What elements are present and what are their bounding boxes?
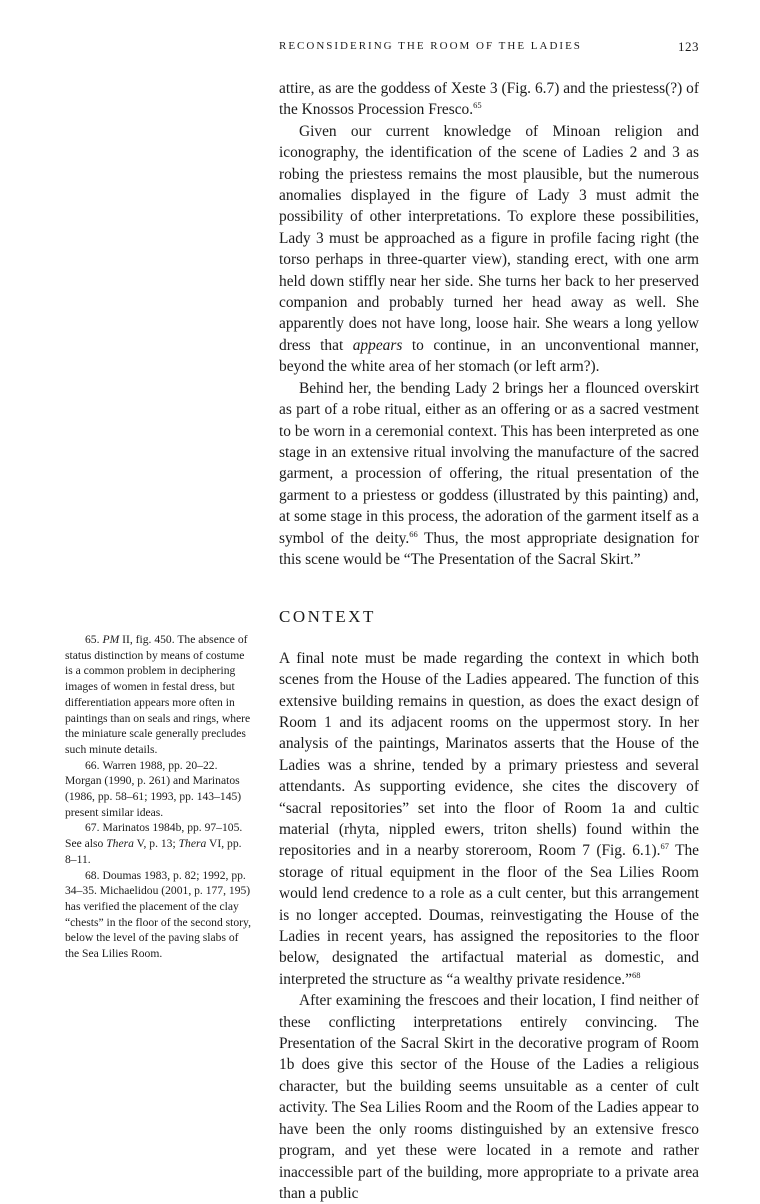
- footnote-ref: 67: [660, 841, 669, 852]
- running-head: [279, 40, 699, 60]
- page-number: 123: [678, 39, 699, 54]
- footnote-number: 67.: [85, 821, 100, 835]
- running-head-title: RECONSIDERING THE ROOM OF THE LADIES: [279, 40, 582, 52]
- paragraph-text: Behind her, the bending Lady 2 brings her a flounced overskirt as part of a robe ritual, either as an offering or as a sacred vestment to be worn in a ceremonial context. This has been interpreted as one stage in an extensive ritual involving the manufacture of the sacred garment, a procession of offering, the ritual presentation of the garment to a priestess or goddess (illustrated by this painting) and, at some stage in this process, the adoration of the garment itself as a symbol of the deity.: [279, 379, 699, 547]
- main-text-column: [279, 78, 699, 1204]
- footnote: [65, 820, 254, 867]
- emphasis: appears: [352, 336, 403, 354]
- paragraph-text: Thus, the most appropriate designation for this scene would be “The Presentation of the Sacral Skirt.”: [279, 529, 699, 568]
- footnote-ref: 68: [631, 969, 641, 980]
- footnote-text: VI, pp. 8–11.: [65, 837, 242, 866]
- paragraph-text: to continue, in an unconventional manner, beyond the white area of her stomach (or left arm?).: [279, 336, 699, 376]
- footnote: [65, 758, 254, 821]
- footnote: [65, 868, 254, 962]
- footnote-ref: 66: [409, 528, 418, 539]
- footnote-text: II, fig. 450. The absence of status distinction by means of costume is a common problem in deciphering images of women in festal dress, but differentiation appears more often in paintings than on seals and rings, where the miniature scale generally precludes such minute details.: [65, 633, 251, 756]
- paragraph-text: A final note must be made regarding the context in which both scenes from the House of the Ladies appeared. The function of this extensive building remains in question, as does the exact design of Room 1 and its adjacent rooms on the uppermost story. In her analysis of the paintings, Marinatos asserts that the House of the Ladies was a shrine, tended by a primary priestess and several attendants. As supporting evidence, she cites the discovery of “sacral repositories” set into the floor of Room 1a and cultic material (rhyta, nippled ewers, triton shells) found within the repositories and in a nearby storeroom, Room 7 (Fig. 6.1).: [279, 649, 699, 860]
- paragraph-text: Given our current knowledge of Minoan religion and iconography, the identification of the scene of Ladies 2 and 3 as robing the priestess remains the most plausible, but the numerous anomalies displayed in the figure of Lady 3 must admit the possibility of other interpretations. To explore these possibilities, Lady 3 must be approached as a figure in profile facing right (the torso perhaps in three-quarter view), standing erect, with one arm held down stiffly near her side. She turns her back to her preserved companion and probably turned her head away as well. She apparently does not have long, loose hair. She wears a long yellow dress that: [279, 122, 699, 354]
- body-paragraph: [279, 990, 699, 1204]
- footnote-number: 66.: [85, 758, 100, 772]
- footnote-text: Marinatos 1984b, pp. 97–105. See also: [65, 821, 243, 851]
- section-heading: CONTEXT: [279, 607, 376, 627]
- footnote: [65, 632, 254, 758]
- footnote-text: V, p. 13;: [133, 837, 179, 851]
- body-paragraph: [279, 378, 699, 571]
- paragraph-text: After examining the frescoes and their location, I find neither of these conflicting interpretations entirely convincing. The Presentation of the Sacral Skirt in the decorative program of Room 1b does give this sector of the House of the Ladies a religious character, but the building seems unsuitable as a center of cult activity. The Sea Lilies Room and the Room of the Ladies appear to have been the only rooms distinguished by an extensive fresco program, and yet these were located in a remote and rather inaccessible part of the building, more appropriate to a private area than a public: [279, 992, 699, 1202]
- body-paragraph: [279, 648, 699, 991]
- footnotes-column: [65, 632, 254, 962]
- body-paragraph: [279, 78, 699, 121]
- paragraph-text: attire, as are the goddess of Xeste 3 (Fig. 6.7) and the priestess(?) of the Knossos Procession Fresco.: [279, 80, 699, 119]
- footnote-ref: 65: [473, 100, 482, 111]
- footnote-number: 68.: [85, 868, 100, 882]
- emphasis: Thera: [106, 837, 134, 851]
- body-paragraph: [279, 121, 699, 378]
- emphasis: PM: [102, 633, 120, 646]
- footnote-text: Doumas 1983, p. 82; 1992, pp. 34–35. Michaelidou (2001, p. 177, 195) has verified the placement of the clay “chests” in the floor of the second story, below the level of the paving slabs of the Sea Lilies Room.: [65, 868, 251, 961]
- emphasis: Thera: [178, 837, 207, 851]
- footnote-text: Warren 1988, pp. 20–22. Morgan (1990, p. 261) and Marinatos (1986, pp. 58–61; 1993, pp. 143–145) present similar ideas.: [65, 758, 242, 819]
- footnote-number: 65.: [85, 633, 100, 646]
- paragraph-text: The storage of ritual equipment in the floor of the Sea Lilies Room would lend credence to a role as a cult center, but this arrangement is no longer accepted. Doumas, reinvestigating the House of the Ladies in recent years, has assigned the repositories to the floor below, designated the artifactual material as domestic, and interpreted the structure as “a wealthy private residence.”: [279, 842, 699, 988]
